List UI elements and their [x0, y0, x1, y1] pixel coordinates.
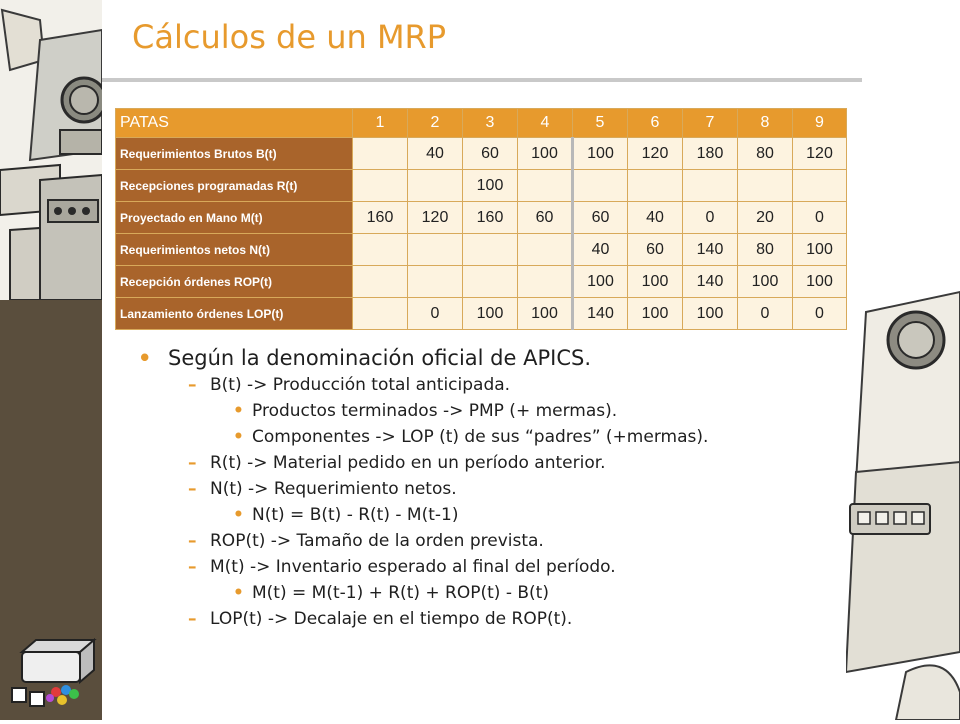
table-cell: 120 [408, 202, 463, 234]
table-cell: 100 [793, 234, 847, 266]
table-cell: 0 [738, 298, 793, 330]
table-row [116, 170, 847, 202]
row-label: Recepción órdenes ROP(t) [116, 266, 353, 298]
sub-bullet-item [138, 450, 838, 476]
dash-marker: – [188, 479, 197, 499]
bullet-text: Según la denominación oficial de APICS. [168, 346, 591, 370]
table-cell [408, 234, 463, 266]
table-cell [793, 170, 847, 202]
row-label: Requerimientos Brutos B(t) [116, 138, 353, 170]
bullet-text: Productos terminados -> PMP (+ mermas). [252, 401, 618, 421]
bullet-list [138, 344, 838, 632]
table-cell: 40 [408, 138, 463, 170]
bullet-item [138, 344, 838, 372]
row-label: Requerimientos netos N(t) [116, 234, 353, 266]
table-row [116, 298, 847, 330]
table-cell: 20 [738, 202, 793, 234]
period-header: 5 [573, 109, 628, 138]
table-cell: 100 [463, 298, 518, 330]
robot-illustration-right [846, 92, 960, 720]
row-label: Proyectado en Mano M(t) [116, 202, 353, 234]
table-header-row [116, 109, 847, 138]
table-cell: 100 [518, 138, 573, 170]
sub-bullet-item [138, 528, 838, 554]
table-cell: 180 [683, 138, 738, 170]
table-cell: 0 [683, 202, 738, 234]
bullet-text: R(t) -> Material pedido en un período anterior. [210, 453, 606, 473]
table-cell: 120 [628, 138, 683, 170]
sub-sub-bullet-item [138, 398, 838, 424]
table-cell: 0 [793, 202, 847, 234]
table-cell: 100 [518, 298, 573, 330]
bullet-marker: • [233, 583, 244, 603]
dash-marker: – [188, 453, 197, 473]
table-cell: 40 [573, 234, 628, 266]
table-cell [518, 170, 573, 202]
table-row [116, 138, 847, 170]
table-cell: 100 [573, 266, 628, 298]
table-cell: 140 [573, 298, 628, 330]
table-cell [628, 170, 683, 202]
bullet-marker: • [138, 346, 152, 370]
logo-icon [0, 300, 102, 720]
left-dark-panel [0, 300, 102, 720]
table-cell: 100 [463, 170, 518, 202]
row-label: Recepciones programadas R(t) [116, 170, 353, 202]
table-cell: 120 [793, 138, 847, 170]
table-cell [353, 170, 408, 202]
bullet-marker: • [233, 505, 244, 525]
bullet-marker: • [233, 427, 244, 447]
table-cell [408, 170, 463, 202]
table-cell: 60 [628, 234, 683, 266]
bullet-text: M(t) -> Inventario esperado al final del período. [210, 557, 616, 577]
table-cell [353, 234, 408, 266]
table-cell: 100 [738, 266, 793, 298]
table-cell: 60 [518, 202, 573, 234]
bullet-marker: • [233, 401, 244, 421]
table-cell: 140 [683, 234, 738, 266]
bullet-text: N(t) = B(t) - R(t) - M(t-1) [252, 505, 459, 525]
table-cell: 100 [573, 138, 628, 170]
table-cell: 60 [463, 138, 518, 170]
title-divider [102, 78, 862, 82]
sub-sub-bullet-item [138, 502, 838, 528]
table-header-label: PATAS [116, 109, 353, 138]
dash-marker: – [188, 609, 197, 629]
bullet-text: LOP(t) -> Decalaje en el tiempo de ROP(t). [210, 609, 573, 629]
table-row [116, 266, 847, 298]
row-label: Lanzamiento órdenes LOP(t) [116, 298, 353, 330]
period-header: 4 [518, 109, 573, 138]
robot-right-drawing [846, 92, 960, 720]
table-cell [408, 266, 463, 298]
sub-sub-bullet-item [138, 424, 838, 450]
table-cell [353, 138, 408, 170]
table-cell [738, 170, 793, 202]
page-title: Cálculos de un MRP [132, 18, 447, 56]
mrp-table [115, 108, 847, 330]
sub-bullet-item [138, 554, 838, 580]
bullet-text: B(t) -> Producción total anticipada. [210, 375, 511, 395]
table-cell: 100 [628, 266, 683, 298]
period-header: 2 [408, 109, 463, 138]
sub-sub-bullet-item [138, 580, 838, 606]
period-header: 1 [353, 109, 408, 138]
period-header: 3 [463, 109, 518, 138]
period-header: 6 [628, 109, 683, 138]
table-cell: 80 [738, 138, 793, 170]
table-cell [353, 298, 408, 330]
robot-illustration-left [0, 0, 102, 300]
table-cell: 100 [683, 298, 738, 330]
table-cell: 0 [793, 298, 847, 330]
table-cell [463, 266, 518, 298]
bullet-text: ROP(t) -> Tamaño de la orden prevista. [210, 531, 544, 551]
dash-marker: – [188, 375, 197, 395]
table-cell [518, 266, 573, 298]
bullet-text: N(t) -> Requerimiento netos. [210, 479, 457, 499]
table-cell: 80 [738, 234, 793, 266]
table-row [116, 234, 847, 266]
table-cell: 100 [793, 266, 847, 298]
period-header: 7 [683, 109, 738, 138]
table-cell [683, 170, 738, 202]
table-cell [463, 234, 518, 266]
table-cell: 140 [683, 266, 738, 298]
table-row [116, 202, 847, 234]
robot-left-drawing [0, 0, 102, 300]
table-cell [573, 170, 628, 202]
table-cell: 40 [628, 202, 683, 234]
sub-bullet-item [138, 476, 838, 502]
table-cell: 100 [628, 298, 683, 330]
dash-marker: – [188, 557, 197, 577]
table-cell [353, 266, 408, 298]
bullet-text: Componentes -> LOP (t) de sus “padres” (+mermas). [252, 427, 709, 447]
table-cell: 60 [573, 202, 628, 234]
period-header: 9 [793, 109, 847, 138]
dash-marker: – [188, 531, 197, 551]
bullet-text: M(t) = M(t-1) + R(t) + ROP(t) - B(t) [252, 583, 549, 603]
table-cell: 160 [353, 202, 408, 234]
table-cell [518, 234, 573, 266]
sub-bullet-item [138, 372, 838, 398]
table-cell: 0 [408, 298, 463, 330]
sub-bullet-item [138, 606, 838, 632]
period-header: 8 [738, 109, 793, 138]
table-cell: 160 [463, 202, 518, 234]
